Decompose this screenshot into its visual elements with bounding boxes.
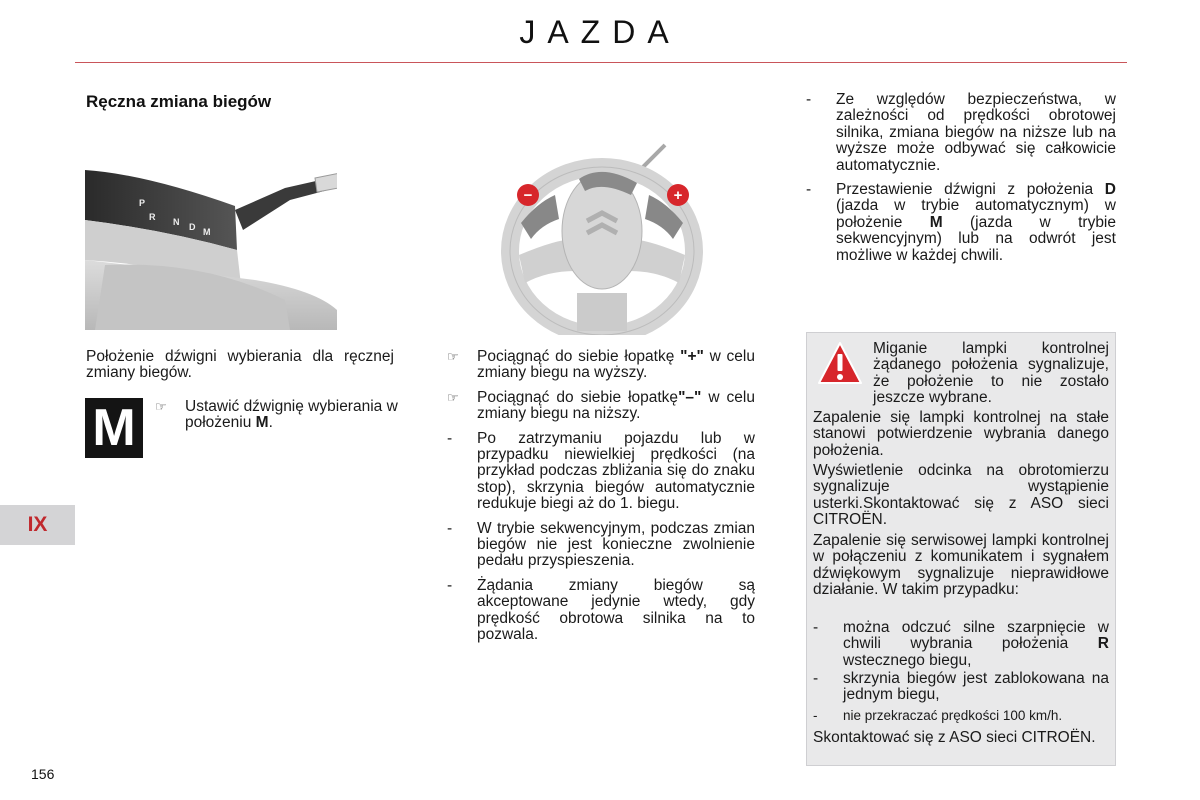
paddle-plus-label: +: [673, 187, 683, 204]
lever-label-m: M: [203, 227, 211, 237]
instruction-text: Ustawić dźwignię wybierania w położeniu M.: [185, 398, 398, 432]
instruction-upshift: [447, 349, 755, 382]
lever-label-r: R: [149, 212, 156, 222]
safety-notes: [806, 92, 1116, 272]
instruction-downshift: [447, 390, 755, 423]
note-sequential-mode: - W trybie sekwencyjnym, podczas zmian biegów nie jest konieczne zwolnienie pedału przyspieszenia.: [447, 519, 755, 570]
page-number: 156: [31, 766, 55, 782]
warning-paragraph: Zapalenie się serwisowej lampki kontrolnej w połączeniu z komunikatem i sygnałem dźwiękowym sygnalizuje nieprawidłowe działanie. W takim przypadku:: [813, 532, 1109, 599]
lever-position-caption: Położenie dźwigni wybierania dla ręcznej zmiany biegów.: [86, 348, 394, 382]
note-engine-speed: - Żądania zmiany biegów są akceptowane jedynie wtedy, gdy prędkość obrotowa silnika na to pozwala.: [447, 576, 755, 644]
warning-box: [806, 332, 1116, 766]
note-mode-switch: - Przestawienie dźwigni z położenia D (jazda w trybie automatycznym) w położenie M (jazda w trybie sekwencyjnym) lub na odwrót jest możliwe w każdej chwili.: [806, 181, 1117, 264]
warning-paragraph: Zapalenie się lampki kontrolnej na stałe stanowi potwierdzenie wybrania danego położenia.: [813, 409, 1109, 459]
warning-list-item: - można odczuć silne szarpnięcie w chwili wybrania położenia R wstecznego biegu,: [813, 619, 1109, 669]
lever-label-n: N: [173, 217, 180, 227]
gear-lever-illustration: [85, 160, 337, 330]
note-automatic-shift: - Ze względów bezpieczeństwa, w zależności od prędkości obrotowej silnika, zmiana biegów na niższe lub na wyższe może odbywać się całkowicie automatycznie.: [806, 91, 1116, 174]
lever-label-p: P: [139, 198, 146, 208]
pointer-icon: ☞: [447, 389, 459, 405]
paddle-minus-label: −: [523, 187, 533, 204]
instructions-list: [447, 349, 755, 652]
warning-paragraph: Wyświetlenie odcinka na obrotomierzu sygnalizuje wystąpienie usterki.Skontaktować się z ASO sieci CITROËN.: [813, 462, 1109, 529]
pointer-icon: ☞: [447, 349, 459, 364]
m-mode-icon: M: [85, 398, 143, 458]
warning-list-item: - nie przekraczać prędkości 100 km/h.: [813, 708, 1063, 723]
warning-triangle-icon: [817, 341, 863, 387]
note-auto-downshift: - Po zatrzymaniu pojazdu lub w przypadku niewielkiej prędkości (na przykład podczas zbliżania się do znaku stop), skrzynia biegów automatycznie redukuje biegi aż do 1. biegu.: [447, 429, 755, 513]
instruction-text: Pociągnąć do siebie łopatkę"–" w celu zmiany biegu na niższy.: [477, 388, 755, 423]
warning-paragraph: Skontaktować się z ASO sieci CITROËN.: [813, 729, 1096, 746]
page-title: JAZDA: [519, 14, 681, 50]
instruction-text: Pociągnąć do siebie łopatkę "+" w celu zmiany biegu na wyższy.: [477, 348, 755, 382]
steering-wheel-illustration: [497, 143, 712, 335]
chapter-tab: IX: [0, 505, 75, 545]
section-heading: Ręczna zmiana biegów: [86, 92, 272, 111]
warning-lead-text: Miganie lampki kontrolnej żądanego położenia sygnalizuje, że położenie to nie zostało jeszcze wybrane.: [873, 340, 1109, 407]
pointer-icon: ☞: [155, 399, 167, 414]
warning-list-item: - skrzynia biegów jest zablokowana na jednym biegu,: [813, 670, 1109, 704]
header-divider: [75, 62, 1127, 63]
lever-label-d: D: [189, 222, 196, 232]
